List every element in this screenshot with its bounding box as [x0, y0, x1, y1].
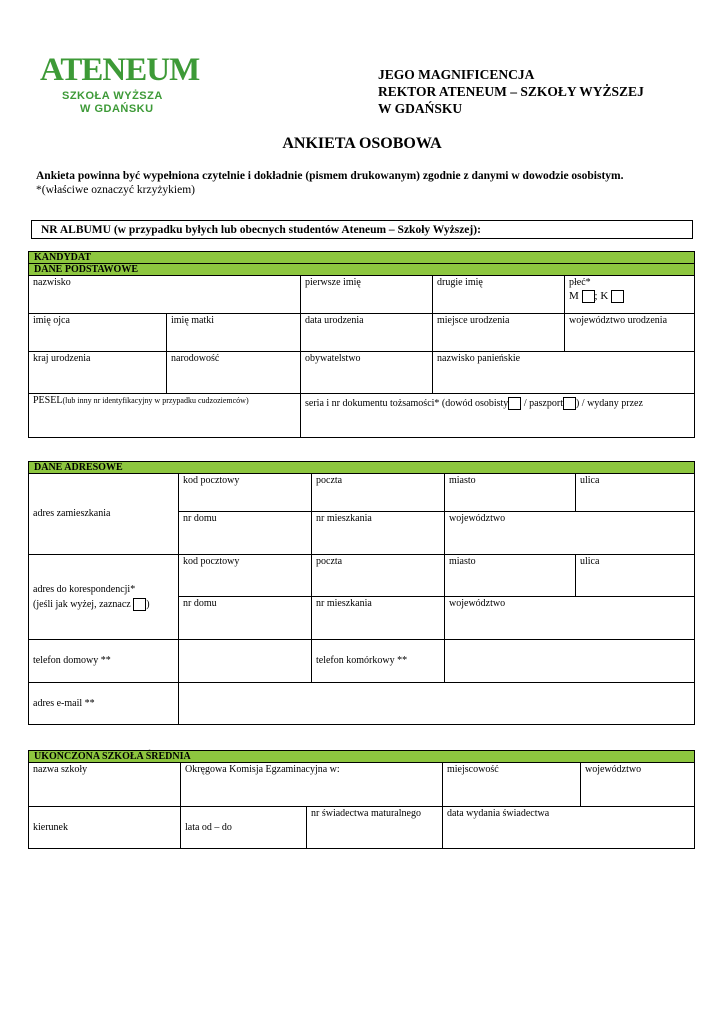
adresowe-table	[28, 461, 695, 725]
zam-wojewodztwo-field[interactable]: województwo	[445, 512, 695, 555]
telefon-komorkowy-field[interactable]	[445, 640, 695, 683]
pesel-label: PESEL	[33, 395, 63, 406]
jesli-jak-wyzej-end: )	[146, 598, 150, 610]
dokument-field[interactable]	[301, 394, 695, 438]
data-wydania-field[interactable]: data wydania świadectwa	[443, 807, 695, 849]
zam-nr-mieszkania-field[interactable]: nr mieszkania	[312, 512, 445, 555]
kierunek-field[interactable]: kierunek	[29, 807, 181, 849]
kor-wojewodztwo-field[interactable]: województwo	[445, 597, 695, 640]
intro-note: *(właściwe oznaczyć krzyżykiem)	[36, 184, 196, 196]
nr-swiadectwa-field[interactable]: nr świadectwa maturalnego	[307, 807, 443, 849]
address-line-3: W GDAŃSKU	[378, 101, 463, 116]
address-line-2: REKTOR ATENEUM – SZKOŁY WYŻSZEJ	[378, 84, 644, 99]
album-number-field[interactable]: NR ALBUMU (w przypadku byłych lub obecnych studentów Ateneum – Szkoły Wyższej):	[31, 220, 693, 239]
recipient-address	[378, 66, 644, 117]
nazwisko-panienskie-field[interactable]: nazwisko panieńskie	[433, 352, 695, 394]
logo-main-text: ATENEUM	[40, 52, 200, 88]
adres-zamieszkania-label: adres zamieszkania	[29, 474, 179, 555]
imie-matki-field[interactable]: imię matki	[167, 314, 301, 352]
plec-k-checkbox[interactable]	[611, 290, 624, 303]
kor-ulica-field[interactable]: ulica	[576, 555, 695, 597]
plec-m-checkbox[interactable]	[582, 290, 595, 303]
plec-label: płeć*	[569, 277, 591, 288]
page-title: ANKIETA OSOBOWA	[282, 135, 442, 152]
zam-miasto-field[interactable]: miasto	[445, 474, 576, 512]
lata-field[interactable]: lata od – do	[181, 807, 307, 849]
okregowa-komisja-field[interactable]: Okręgowa Komisja Egzaminacyjna w:	[181, 763, 443, 807]
pierwsze-imie-field[interactable]: pierwsze imię	[301, 276, 433, 314]
dowod-checkbox[interactable]	[508, 397, 521, 410]
plec-field	[565, 276, 695, 314]
intro-instruction: Ankieta powinna być wypełniona czytelnie i dokładnie (pismem drukowanym) zgodnie z danymi w dowodzie osobistym.	[36, 170, 624, 182]
pesel-field[interactable]	[29, 394, 301, 438]
section-header-dane-adresowe: DANE ADRESOWE	[29, 462, 695, 474]
telefon-domowy-label: telefon domowy **	[29, 640, 179, 683]
kor-poczta-field[interactable]: poczta	[312, 555, 445, 597]
nazwa-szkoly-field[interactable]: nazwa szkoły	[29, 763, 181, 807]
kraj-urodzenia-field[interactable]: kraj urodzenia	[29, 352, 167, 394]
zam-ulica-field[interactable]: ulica	[576, 474, 695, 512]
adres-korespondencji-cell	[29, 555, 179, 640]
kor-nr-mieszkania-field[interactable]: nr mieszkania	[312, 597, 445, 640]
telefon-domowy-field[interactable]	[179, 640, 312, 683]
section-header-dane-podstawowe: DANE PODSTAWOWE	[29, 264, 695, 276]
dokument-label: seria i nr dokumentu tożsamości* (dowód osobisty	[305, 397, 509, 409]
telefon-komorkowy-label: telefon komórkowy **	[312, 640, 445, 683]
section-header-kandydat: KANDYDAT	[29, 252, 695, 264]
nazwisko-field[interactable]: nazwisko	[29, 276, 301, 314]
jak-wyzej-checkbox[interactable]	[133, 598, 146, 611]
jesli-jak-wyzej-label: (jeśli jak wyżej, zaznacz	[33, 598, 131, 610]
kor-kod-pocztowy-field[interactable]: kod pocztowy	[179, 555, 312, 597]
address-line-1: JEGO MAGNIFICENCJA	[378, 67, 535, 82]
ateneum-logo	[40, 52, 200, 120]
imie-ojca-field[interactable]: imię ojca	[29, 314, 167, 352]
pesel-note: (lub inny nr identyfikacyjny w przypadku cudzoziemców)	[62, 396, 249, 405]
drugie-imie-field[interactable]: drugie imię	[433, 276, 565, 314]
kor-miasto-field[interactable]: miasto	[445, 555, 576, 597]
kor-nr-domu-field[interactable]: nr domu	[179, 597, 312, 640]
kandydat-table	[28, 251, 695, 438]
szkola-table	[28, 750, 695, 849]
wojewodztwo-urodzenia-field[interactable]: województwo urodzenia	[565, 314, 695, 352]
plec-separator: ;	[594, 290, 598, 303]
plec-m-label: M	[569, 290, 579, 303]
adres-korespondencji-label: adres do korespondencji*	[33, 583, 136, 595]
zam-poczta-field[interactable]: poczta	[312, 474, 445, 512]
miejscowosc-field[interactable]: miejscowość	[443, 763, 581, 807]
zam-kod-pocztowy-field[interactable]: kod pocztowy	[179, 474, 312, 512]
miejsce-urodzenia-field[interactable]: miejsce urodzenia	[433, 314, 565, 352]
logo-line2: W GDAŃSKU	[80, 103, 154, 115]
zam-nr-domu-field[interactable]: nr domu	[179, 512, 312, 555]
email-field[interactable]	[179, 683, 695, 725]
szkola-wojewodztwo-field[interactable]: województwo	[581, 763, 695, 807]
narodowosc-field[interactable]: narodowość	[167, 352, 301, 394]
plec-k-label: K	[600, 290, 609, 303]
section-header-szkola: UKOŃCZONA SZKOŁA ŚREDNIA	[29, 751, 695, 763]
data-urodzenia-field[interactable]: data urodzenia	[301, 314, 433, 352]
paszport-label: / paszport	[521, 397, 563, 409]
paszport-checkbox[interactable]	[563, 397, 576, 410]
logo-line1: SZKOŁA WYŻSZA	[62, 90, 163, 102]
wydany-label: ) / wydany przez	[575, 397, 643, 409]
obywatelstwo-field[interactable]: obywatelstwo	[301, 352, 433, 394]
email-label: adres e-mail **	[29, 683, 179, 725]
